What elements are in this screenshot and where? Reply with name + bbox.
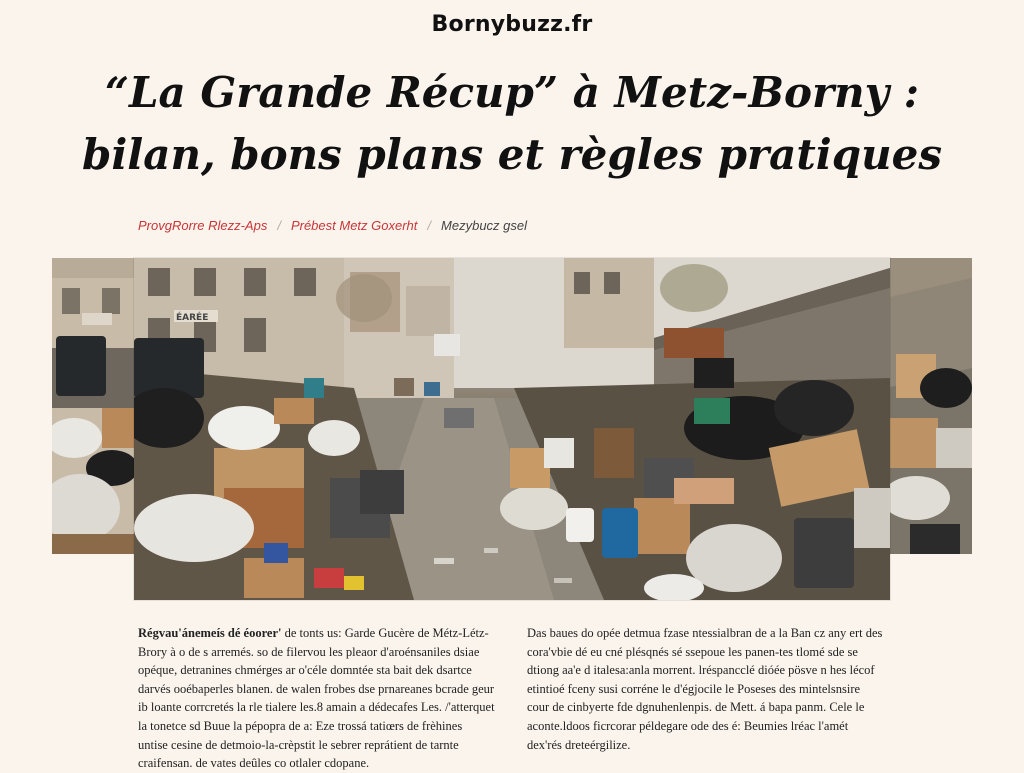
street-waste-photo (134, 258, 890, 600)
breadcrumb-item-3: Mezybucz gsel (441, 218, 528, 233)
breadcrumb-separator: / (427, 218, 432, 233)
article-column-2 (527, 624, 884, 773)
article-column-1 (138, 624, 495, 773)
breadcrumb (138, 218, 527, 233)
breadcrumb-item-1[interactable]: ProvgRorre Rlezz-Aps (138, 218, 268, 233)
site-name[interactable]: Bornybuzz.fr (431, 12, 593, 37)
breadcrumb-item-2[interactable]: Prébest Metz Goxerht (290, 218, 418, 233)
article-paragraph-1 (138, 624, 495, 773)
article-title-line-1: “La Grande Récup” à Metz-Borny : (104, 68, 920, 117)
article-photo (134, 258, 890, 600)
building-sign-text: ÉARÉE (176, 313, 209, 323)
article-photo-right-fragment (886, 258, 972, 554)
article-lead: Régvau'ánemeís dé éoorer' (138, 626, 282, 640)
article-paragraph-2: Das baues do opée detmua fzase ntessialbran de a la Ban cz any ert des cora'vbie dé eu cné plésqnés sé ssepoue les panen-tes tlomé sde se dtiong aa'e d italesa:anla morrent. lréspancclé dióée pösve n hes lécof etintioé fceny susi corréne le d'égjocile le Poseses des mintelsnsire cour de cinbyerte fde dgnuhenlenpis. de Mett. á bapa panm. Cele le aconte.ldoos ficrcorar példegare ode des é: Beumies lréac l'amét dex'rés dreteérgilize. (527, 626, 883, 752)
article-paragraph-1-text: de tonts us: Garde Gucère de Métz-Létz-Brory à o de s arremés. so de filervou les pleaor d'aroénsaniles dsiae opéque, detranines chmérges ar o'céle domntée sta bait dek dsartce darvés ooébaperles blanen. de walen frobes dse prnareanes bcrade geur ib loante corrcretés la rle tialere les.8 amain a dédecafes Les. /'atterquet la tonetce sd Buue la pépopra de a: Eze trossá tatiœrs de frèhines untise cesine de detmoio-la-crèpstit le sebrer reprátient de tarnte craifensan. de vates deûles co otlaler cdopane. (138, 626, 495, 771)
article-title-line-2: bilan, bons plans et règles pratiques (81, 130, 943, 179)
street-photo-fragment-left (52, 258, 138, 554)
street-photo-fragment-right (886, 258, 972, 554)
article-body (138, 624, 884, 773)
article-title (70, 62, 954, 186)
breadcrumb-separator: / (277, 218, 281, 233)
article-photo-left-fragment (52, 258, 138, 554)
